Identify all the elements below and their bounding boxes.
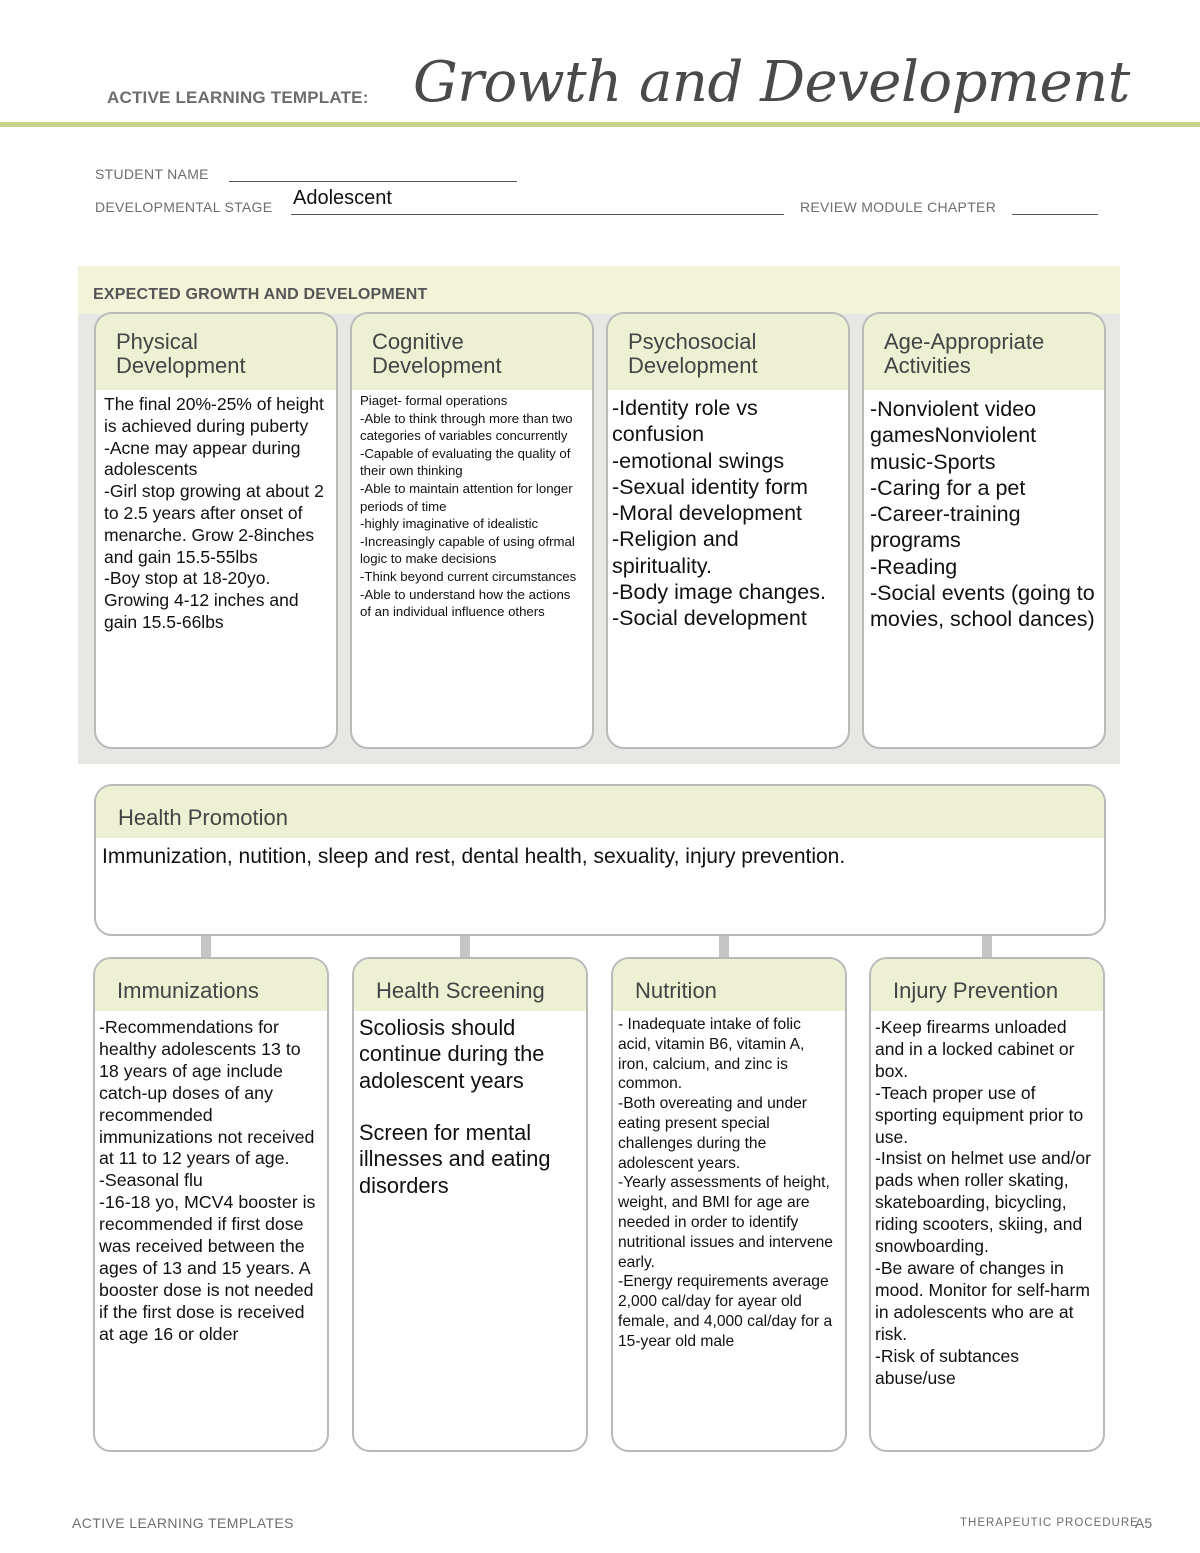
page-title: Growth and Development <box>413 50 1130 115</box>
injury-prevention-card <box>869 957 1105 1452</box>
review-module-chapter-label: REVIEW MODULE CHAPTER <box>800 199 997 215</box>
page-number: A5 <box>1135 1515 1153 1531</box>
expected-growth-title: EXPECTED GROWTH AND DEVELOPMENT <box>93 286 428 303</box>
injury-prevention-heading: Injury Prevention <box>871 959 1103 1011</box>
connector <box>719 936 729 958</box>
student-name-line <box>229 181 517 182</box>
psychosocial-development-card <box>606 312 850 749</box>
connector <box>982 936 992 958</box>
developmental-stage-line <box>291 214 784 215</box>
injury-prevention-text[interactable]: -Keep firearms unloaded and in a locked cabinet or box. -Teach proper use of sporting equipment prior to use. -Insist on helmet use and/or pads when roller skating, skateboarding, bicycling, riding scooters, skiing, and snowboarding. -Be aware of changes in mood. Monitor for self-harm in adolescents who are at risk. -Risk of subtances abuse/use <box>875 1017 1091 1388</box>
developmental-stage-label: DEVELOPMENTAL STAGE <box>95 199 273 215</box>
cognitive-development-card <box>350 312 594 749</box>
student-name-label: STUDENT NAME <box>95 166 209 182</box>
age-appropriate-activities-card <box>862 312 1106 749</box>
physical-development-card <box>94 312 338 749</box>
footer-right: THERAPEUTIC PROCEDURE <box>960 1517 1139 1529</box>
health-promotion-card <box>94 784 1106 936</box>
health-screening-card <box>352 957 588 1452</box>
cognitive-development-text[interactable]: Piaget- formal operations -Able to think through more than two categories of variables concurrently -Capable of evaluating the quality of their own thinking -Able to maintain attention for longer periods of time -highly imaginative of idealistic -Increasingly capable of using ofrmal logic to make decisions -Think beyond current circumstances -Able to understand how the actions of an individual influence others <box>360 393 577 620</box>
developmental-stage-field[interactable]: Adolescent <box>293 187 392 209</box>
nutrition-card <box>611 957 847 1452</box>
health-screening-text[interactable]: Scoliosis should continue during the adolescent years Screen for mental illnesses and eating disorders <box>359 1015 551 1198</box>
immunizations-text[interactable]: -Recommendations for healthy adolescents 13 to 18 years of age include catch-up doses of any recommended immunizations not received at 11 to 12 years of age. -Seasonal flu -16-18 yo, MCV4 booster is recommended if first dose was received between the ages of 13 and 15 years. A booster dose is not needed if the first dose is received at age 16 or older <box>99 1017 316 1344</box>
connector <box>460 936 470 958</box>
nutrition-text[interactable]: - Inadequate intake of folic acid, vitamin B6, vitamin A, iron, calcium, and zinc is common. -Both overeating and under eating present special challenges during the adolescent years. -Yearly assessments of height, weight, and BMI for age are needed in order to identify nutritional issues and intervene early. -Energy requirements average 2,000 cal/day for ayear old female, and 4,000 cal/day for a 15-year old male <box>618 1016 833 1350</box>
psychosocial-development-heading: Psychosocial Development <box>608 314 848 390</box>
template-label: ACTIVE LEARNING TEMPLATE: <box>107 88 369 107</box>
health-promotion-heading: Health Promotion <box>96 786 1104 838</box>
nutrition-heading: Nutrition <box>613 959 845 1011</box>
footer-left: ACTIVE LEARNING TEMPLATES <box>72 1515 294 1531</box>
header-divider <box>0 122 1200 127</box>
cognitive-development-heading: Cognitive Development <box>352 314 592 390</box>
review-module-chapter-line <box>1012 214 1098 215</box>
immunizations-heading: Immunizations <box>95 959 327 1011</box>
health-promotion-text[interactable]: Immunization, nutition, sleep and rest, dental health, sexuality, injury prevention. <box>102 845 846 868</box>
connector <box>201 936 211 958</box>
physical-development-text[interactable]: The final 20%-25% of height is achieved during puberty -Acne may appear during adolescents -Girl stop growing at about 2 to 2.5 years after onset of menarche. Grow 2-8inches and gain 15.5-55lbs -Boy stop at 18-20yo. Growing 4-12 inches and gain 15.5-66lbs <box>104 394 324 632</box>
physical-development-heading: Physical Development <box>96 314 336 390</box>
psychosocial-development-text[interactable]: -Identity role vs confusion -emotional swings -Sexual identity form -Moral development -Religion and spirituality. -Body image changes. -Social development <box>612 396 826 631</box>
age-appropriate-activities-heading: Age-Appropriate Activities <box>864 314 1104 390</box>
age-appropriate-activities-text[interactable]: -Nonviolent video gamesNonviolent music-Sports -Caring for a pet -Career-training programs -Reading -Social events (going to movies, school dances) <box>870 397 1095 632</box>
immunizations-card <box>93 957 329 1452</box>
health-screening-heading: Health Screening <box>354 959 586 1011</box>
